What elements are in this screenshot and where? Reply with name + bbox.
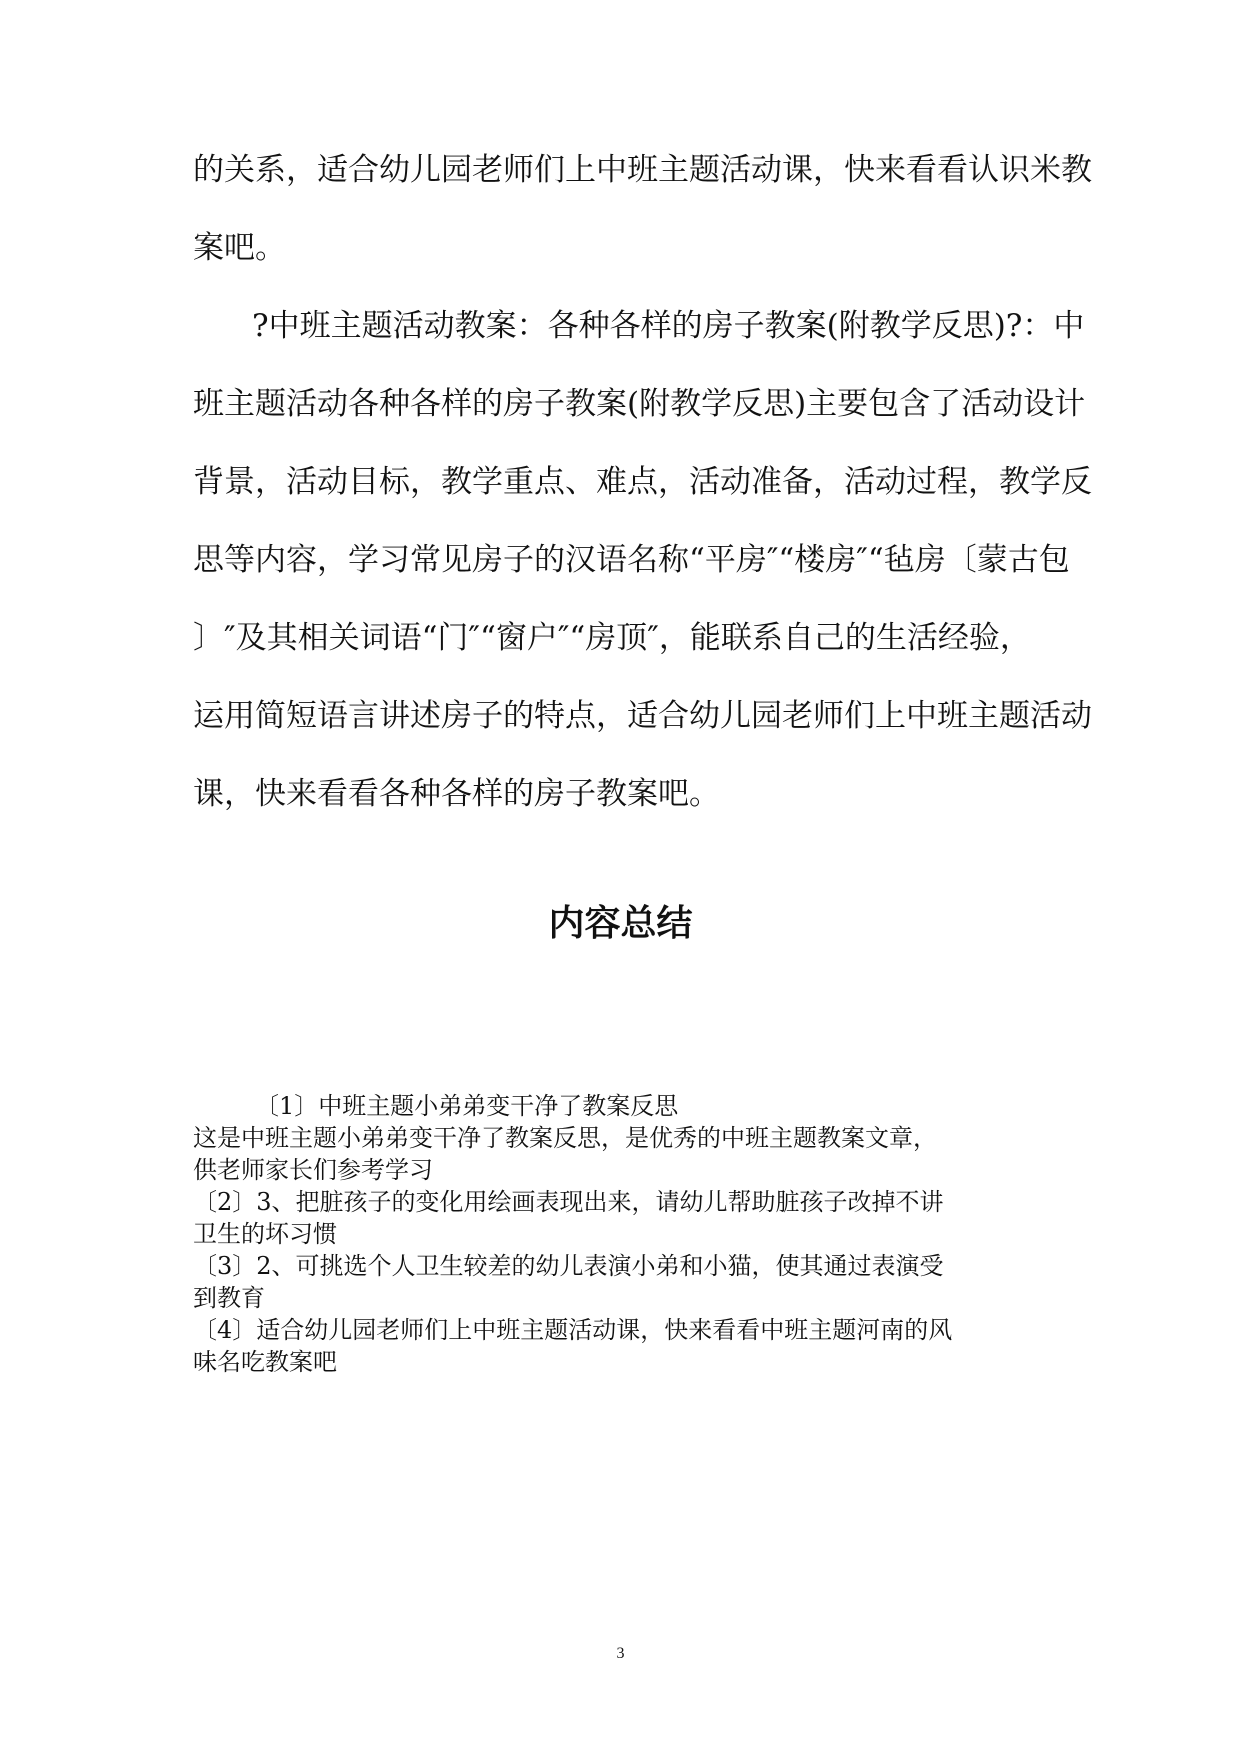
summary-item-2-line-1: 〔2〕3、把脏孩子的变化用绘画表现出来，请幼儿帮助脏孩子改掉不讲: [193, 1188, 944, 1216]
summary-item-4-line-2: 味名吃教案吧: [193, 1348, 337, 1376]
paragraph-1-line-2: 案吧。: [193, 230, 286, 266]
summary-item-1-line-1: 〔1〕中班主题小弟弟变干净了教案反思: [255, 1092, 679, 1120]
summary-item-3-line-1: 〔3〕2、可挑选个人卫生较差的幼儿表演小弟和小猫，使其通过表演受: [193, 1252, 944, 1280]
paragraph-2-line-1: ?中班主题活动教案：各种各样的房子教案(附教学反思)?：中: [252, 308, 1085, 344]
summary-item-1-line-2: 这是中班主题小弟弟变干净了教案反思，是优秀的中班主题教案文章，: [193, 1124, 937, 1152]
summary-item-4-line-1: 〔4〕适合幼儿园老师们上中班主题活动课，快来看看中班主题河南的风: [193, 1316, 953, 1344]
paragraph-1-line-1: 的关系，适合幼儿园老师们上中班主题活动课，快来看看认识米教: [193, 152, 1092, 188]
paragraph-2-line-4: 思等内容，学习常见房子的汉语名称“平房″“楼房″“毡房〔蒙古包: [193, 542, 1070, 578]
paragraph-2-line-6: 运用简短语言讲述房子的特点，适合幼儿园老师们上中班主题活动: [193, 698, 1092, 734]
summary-item-2-line-2: 卫生的坏习惯: [193, 1220, 337, 1248]
summary-item-3-line-2: 到教育: [193, 1284, 265, 1312]
paragraph-2-line-7: 课，快来看看各种各样的房子教案吧。: [193, 776, 720, 812]
summary-item-1-line-3: 供老师家长们参考学习: [193, 1156, 433, 1184]
page-number: 3: [616, 1645, 625, 1662]
paragraph-2-line-2: 班主题活动各种各样的房子教案(附教学反思)主要包含了活动设计: [193, 386, 1086, 422]
summary-heading: 内容总结: [548, 903, 693, 944]
paragraph-2-line-3: 背景，活动目标，教学重点、难点，活动准备，活动过程，教学反: [193, 464, 1092, 500]
paragraph-2-line-5: 〕″及其相关词语“门″“窗户″“房顶″，能联系自己的生活经验，: [193, 620, 1031, 656]
